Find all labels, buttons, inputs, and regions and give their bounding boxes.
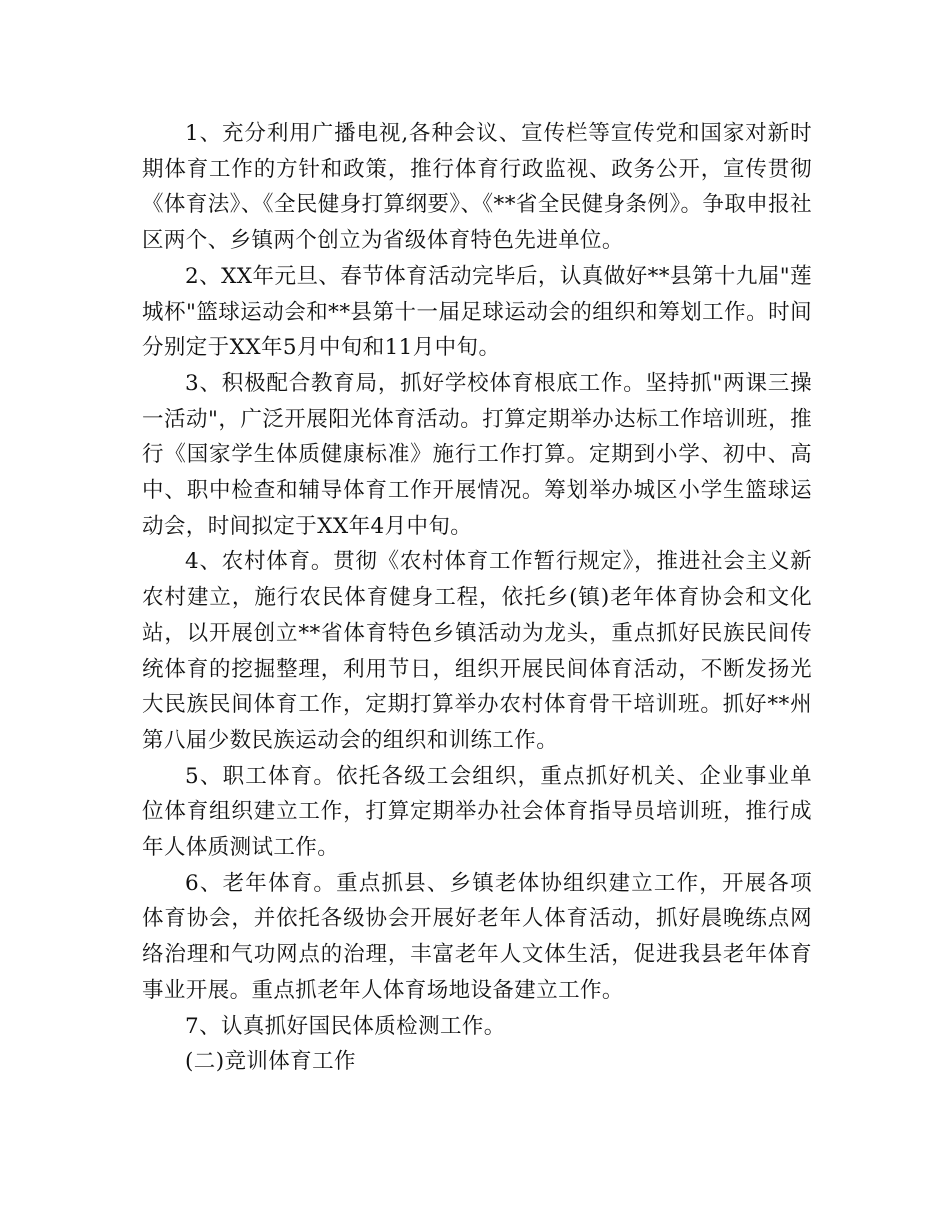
paragraph-1: 1、充分利用广播电视,各种会议、宣传栏等宣传党和国家对新时期体育工作的方针和政策，推行体育行政监视、政务公开，宣传贯彻《体育法》、《全民健身打算纲要》、《**省全民健身条例》。争取申报社区两个、乡镇两个创立为省级体育特色先进单位。 [142,121,812,254]
paragraph-5: 5、职工体育。依托各级工会组织，重点抓好机关、企业事业单位体育组织建立工作，打算定期举办社会体育指导员培训班，推行成年人体质测试工作。 [142,763,812,861]
section-heading: (二)竞训体育工作 [185,1049,356,1075]
paragraph-4: 4、农村体育。贯彻《农村体育工作暂行规定》，推进社会主义新农村建立，施行农民体育健身工程，依托乡(镇)老年体育协会和文化站，以开展创立**省体育特色乡镇活动为龙头，重点抓好民族民间传统体育的挖掘整理，利用节日，组织开展民间体育活动，不断发扬光大民族民间体育工作，定期打算举办农村体育骨干培训班。抓好**州第八届少数民族运动会的组织和训练工作。 [142,549,812,753]
document-body [142,116,812,1080]
paragraph-2: 2、XX年元旦、春节体育活动完毕后，认真做好**县第十九届"莲城杯"篮球运动会和**县第十一届足球运动会的组织和筹划工作。时间分别定于XX年5月中旬和11月中旬。 [142,263,812,361]
paragraph-7: 7、认真抓好国民体质检测工作。 [185,1013,506,1039]
paragraph-6: 6、老年体育。重点抓县、乡镇老体协组织建立工作，开展各项体育协会，并依托各级协会开展好老年人体育活动，抓好晨晚练点网络治理和气功网点的治理，丰富老年人文体生活，促进我县老年体育事业开展。重点抓老年人体育场地设备建立工作。 [142,870,812,1003]
paragraph-3: 3、积极配合教育局，抓好学校体育根底工作。坚持抓"两课三操一活动"，广泛开展阳光体育活动。打算定期举办达标工作培训班，推行《国家学生体质健康标准》施行工作打算。定期到小学、初中、高中、职中检查和辅导体育工作开展情况。筹划举办城区小学生篮球运动会，时间拟定于XX年4月中旬。 [142,370,812,539]
